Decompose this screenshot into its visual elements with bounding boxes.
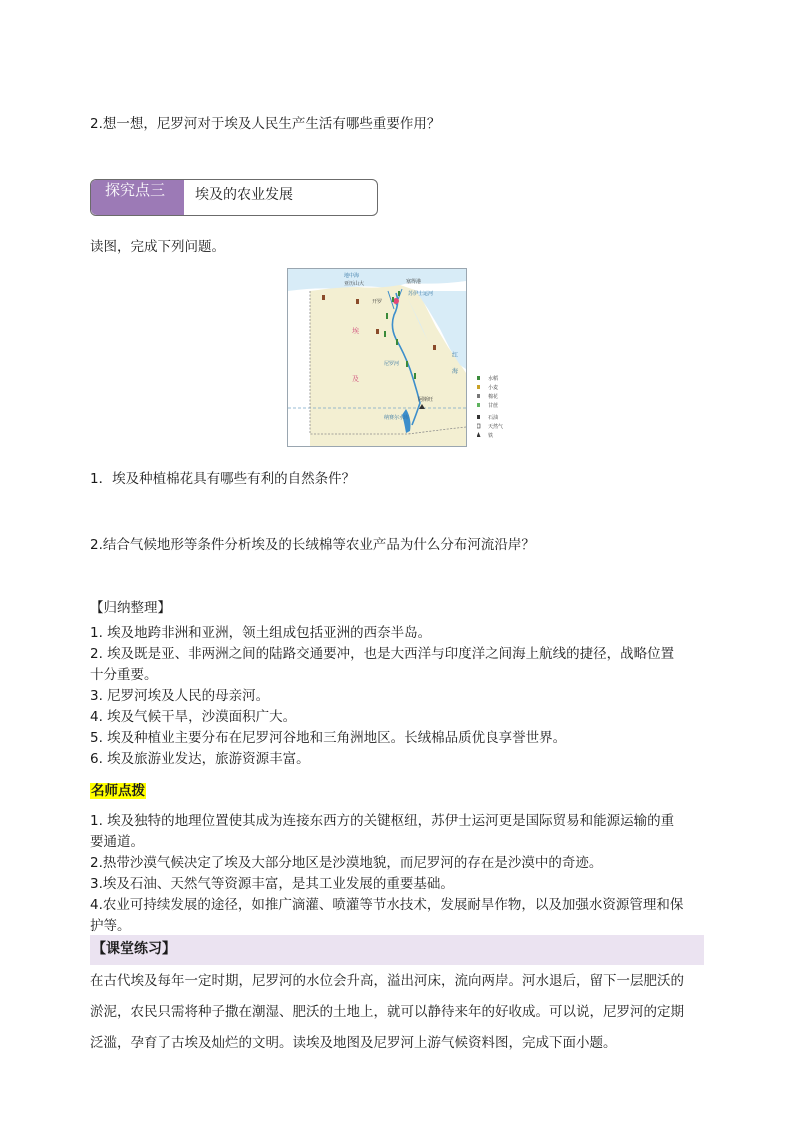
section-header	[90, 179, 378, 216]
tips-item-4: 4.农业可持续发展的途径，如推广滴灌、喷灌等节水技术，发展耐旱作物，以及加强水资源管理和保	[90, 897, 684, 913]
map-graphic	[288, 269, 466, 446]
section-title: 埃及的农业发展	[195, 187, 293, 203]
practice-heading: 【课堂练习】	[92, 941, 176, 957]
legend-wheat-icon	[477, 385, 480, 389]
summary-item-4: 4. 埃及气候干旱，沙漠面积广大。	[90, 709, 297, 725]
section-tag-label: 探究点三	[105, 181, 166, 199]
map-label-nile: 尼罗河	[384, 361, 400, 367]
read-map-instruction: 读图，完成下列问题。	[90, 239, 225, 255]
legend-sugarcane-icon	[477, 403, 480, 407]
tips-item-1-cont: 要通道。	[90, 834, 144, 850]
legend-gas: 天然气	[488, 424, 504, 430]
map-label-nasser: 纳赛尔水库	[384, 415, 410, 421]
tips-item-1: 1. 埃及独特的地理位置使其成为连接东西方的关键枢纽，苏伊士运河更是国际贸易和能源运输的重	[90, 813, 675, 829]
legend-cotton: 棉花	[488, 394, 499, 400]
practice-line-3: 泛滥，孕育了古埃及灿烂的文明。读埃及地图及尼罗河上游气候资料图，完成下面小题。	[90, 1035, 617, 1051]
map-label-cairo: 开罗	[372, 299, 383, 305]
tips-item-4-cont: 护等。	[90, 918, 131, 934]
practice-heading-band	[90, 935, 704, 965]
legend-gas-icon	[477, 424, 480, 428]
legend-rice-icon	[477, 376, 480, 380]
map-label-aswan: 阿斯旺	[418, 397, 434, 403]
egypt-agriculture-map	[287, 268, 467, 447]
map-label-port-said: 塞得港	[406, 279, 422, 285]
map-label-alexandria: 亚历山大	[344, 281, 365, 287]
map-label-suez: 苏伊士运河	[408, 291, 434, 297]
question-crop-distribution: 2.结合气候地形等条件分析埃及的长绒棉等农业产品为什么分布河流沿岸？	[90, 537, 535, 553]
map-label-hai: 海	[452, 368, 459, 375]
legend-sugarcane: 甘蔗	[488, 403, 499, 409]
map-label-ai: 埃	[352, 327, 359, 335]
tips-item-3: 3.埃及石油、天然气等资源丰富，是其工业发展的重要基础。	[90, 876, 454, 892]
legend-iron: 铁	[488, 433, 494, 439]
summary-item-1: 1. 埃及地跨非洲和亚洲，领土组成包括亚洲的西奈半岛。	[90, 625, 432, 641]
tips-heading: 名师点拨	[91, 783, 145, 799]
map-label-ji: 及	[352, 375, 359, 383]
summary-item-5: 5. 埃及种植业主要分布在尼罗河谷地和三角洲地区。长绒棉品质优良享誉世界。	[90, 730, 567, 746]
summary-item-2: 2. 埃及既是亚、非两洲之间的陆路交通要冲，也是大西洋与印度洋之间海上航线的捷径，战略位置	[90, 646, 675, 662]
question-nile-role: 2.想一想，尼罗河对于埃及人民生产生活有哪些重要作用？	[90, 116, 441, 132]
map-legend	[477, 375, 517, 443]
summary-item-3: 3. 尼罗河埃及人民的母亲河。	[90, 688, 270, 704]
legend-oil-icon	[477, 415, 480, 419]
legend-wheat: 小麦	[488, 385, 499, 391]
legend-oil: 石油	[488, 415, 499, 421]
question-cotton-conditions: 1．埃及种植棉花具有哪些有利的自然条件？	[90, 471, 356, 487]
practice-line-1: 在古代埃及每年一定时期，尼罗河的水位会升高，溢出河床，流向两岸。河水退后，留下一层肥沃的	[90, 973, 684, 989]
legend-iron-icon	[477, 432, 481, 437]
tips-heading-wrap	[90, 781, 146, 802]
section-tag	[91, 180, 184, 215]
legend-cotton-icon	[477, 394, 480, 398]
map-label-red: 红	[452, 352, 459, 359]
summary-item-2-cont: 十分重要。	[90, 667, 158, 683]
tips-item-2: 2.热带沙漠气候决定了埃及大部分地区是沙漠地貌，而尼罗河的存在是沙漠中的奇迹。	[90, 855, 603, 871]
map-label-sea: 地中海	[344, 273, 360, 279]
practice-line-2: 淤泥，农民只需将种子撒在潮湿、肥沃的土地上，就可以静待来年的好收成。可以说，尼罗河的定期	[90, 1004, 684, 1020]
summary-heading: 【归纳整理】	[90, 600, 171, 616]
summary-item-6: 6. 埃及旅游业发达，旅游资源丰富。	[90, 751, 310, 767]
legend-rice: 水稻	[488, 376, 499, 382]
